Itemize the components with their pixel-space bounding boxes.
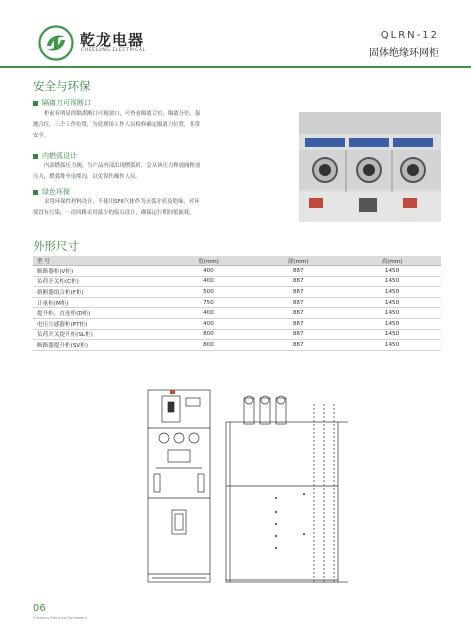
table-row xyxy=(33,266,441,277)
paragraph xyxy=(33,109,283,142)
table-row xyxy=(33,329,441,340)
table-row xyxy=(33,318,441,329)
dimensions-table xyxy=(33,256,441,351)
model-code: QLRN-12 xyxy=(380,30,439,41)
paragraph-line: 地合位，三个工作位置，为使现场工作人员检修确定隔离刀位置，非常 xyxy=(33,122,201,128)
table-cell: 提升柜、直连柜(D柜) xyxy=(33,308,164,319)
table-cell: 电压互感器柜(PT柜) xyxy=(33,318,164,329)
paragraph-line: 安全。 xyxy=(33,133,50,139)
table-cell: 887 xyxy=(253,308,343,319)
table-cell: 断路器提升柜(SV柜) xyxy=(33,340,164,351)
table-cell: 1450 xyxy=(343,318,441,329)
bullet-square-icon xyxy=(33,190,38,195)
table-cell: 400 xyxy=(164,308,254,319)
table-cell: 1450 xyxy=(343,340,441,351)
paragraph-line: 境没有污染，一次回路采用最少的接点设计，确保运行期间低能耗。 xyxy=(33,210,195,216)
table-cell: 887 xyxy=(253,297,343,308)
brand-name: 乾龙电器 xyxy=(80,31,145,49)
bullet-heading xyxy=(33,151,77,161)
table-cell: 400 xyxy=(164,266,254,277)
bullet-square-icon xyxy=(33,154,38,159)
column-header: 宽(mm) xyxy=(164,256,254,266)
paragraph-line: 压力，燃弧排至电缆沟，以免误伤操作人员。 xyxy=(33,174,141,180)
table-cell: 400 xyxy=(164,318,254,329)
model-name: 固体绝缘环网柜 xyxy=(369,48,439,59)
table-cell: 887 xyxy=(253,329,343,340)
table-cell: 负荷开关提升柜(SL柜) xyxy=(33,329,164,340)
table-cell: 887 xyxy=(253,340,343,351)
table-cell: 887 xyxy=(253,287,343,298)
page-footer-caption: Cheelung Electrical Equipment xyxy=(33,616,87,620)
bullet-square-icon xyxy=(33,101,38,106)
paragraph xyxy=(33,197,283,219)
table-cell: 1450 xyxy=(343,308,441,319)
table-header-row xyxy=(33,256,441,266)
bullet-heading-text: 绿色环保 xyxy=(42,188,70,196)
table-cell: 计量柜(M柜) xyxy=(33,297,164,308)
section-title-dimensions: 外形尺寸 xyxy=(33,239,79,253)
table-cell: 800 xyxy=(164,340,254,351)
company-logo-icon xyxy=(38,25,74,61)
table-cell: 750 xyxy=(164,297,254,308)
table-cell: 800 xyxy=(164,329,254,340)
bullet-heading xyxy=(33,187,70,197)
bullet-heading-text: 隔离刀可视断口 xyxy=(42,99,91,107)
table-row xyxy=(33,287,441,298)
page-number: 06 xyxy=(33,603,46,614)
switchgear-panel-photo xyxy=(299,112,441,222)
table-cell: 887 xyxy=(253,266,343,277)
table-cell: 1450 xyxy=(343,329,441,340)
table-cell: 熔断器组合柜(F柜) xyxy=(33,287,164,298)
bullet-heading-text: 内燃弧设计 xyxy=(42,152,77,160)
table-cell: 887 xyxy=(253,276,343,287)
column-header: 高(mm) xyxy=(343,256,441,266)
front-view-drawing xyxy=(146,388,212,584)
side-view-drawing xyxy=(224,394,350,584)
table-cell: 500 xyxy=(164,287,254,298)
brand-name-english: CHEELUNG ELECTRICAL xyxy=(81,48,146,53)
table-row xyxy=(33,297,441,308)
table-cell: 断路器柜(V柜) xyxy=(33,266,164,277)
table-cell: 1450 xyxy=(343,276,441,287)
table-cell: 1450 xyxy=(343,287,441,298)
paragraph-line: 内部燃弧压力阀，当产品内部出现燃弧时，会从该压力释放阀释放 xyxy=(44,163,201,169)
product-photo xyxy=(299,112,441,222)
table-cell: 负荷开关柜(C柜) xyxy=(33,276,164,287)
table-cell: 1450 xyxy=(343,266,441,277)
table-cell: 1450 xyxy=(343,297,441,308)
table-cell: 887 xyxy=(253,318,343,329)
column-header: 深(mm) xyxy=(253,256,343,266)
table-row xyxy=(33,308,441,319)
section-title-safety: 安全与环保 xyxy=(33,79,91,93)
paragraph-line: 采用环保性材料设计，不使用SF6气体作为灭弧介质及绝缘，对环 xyxy=(44,199,200,205)
table-cell: 400 xyxy=(164,276,254,287)
table-row xyxy=(33,276,441,287)
paragraph-line: 柜前有明显的隔离断口可视窗口，可查看隔离合位、隔离分位、接 xyxy=(44,111,201,117)
bullet-heading xyxy=(33,98,91,108)
header-divider xyxy=(0,66,471,68)
table-row xyxy=(33,340,441,351)
paragraph xyxy=(33,161,283,183)
column-header: 型 号 xyxy=(33,256,164,266)
